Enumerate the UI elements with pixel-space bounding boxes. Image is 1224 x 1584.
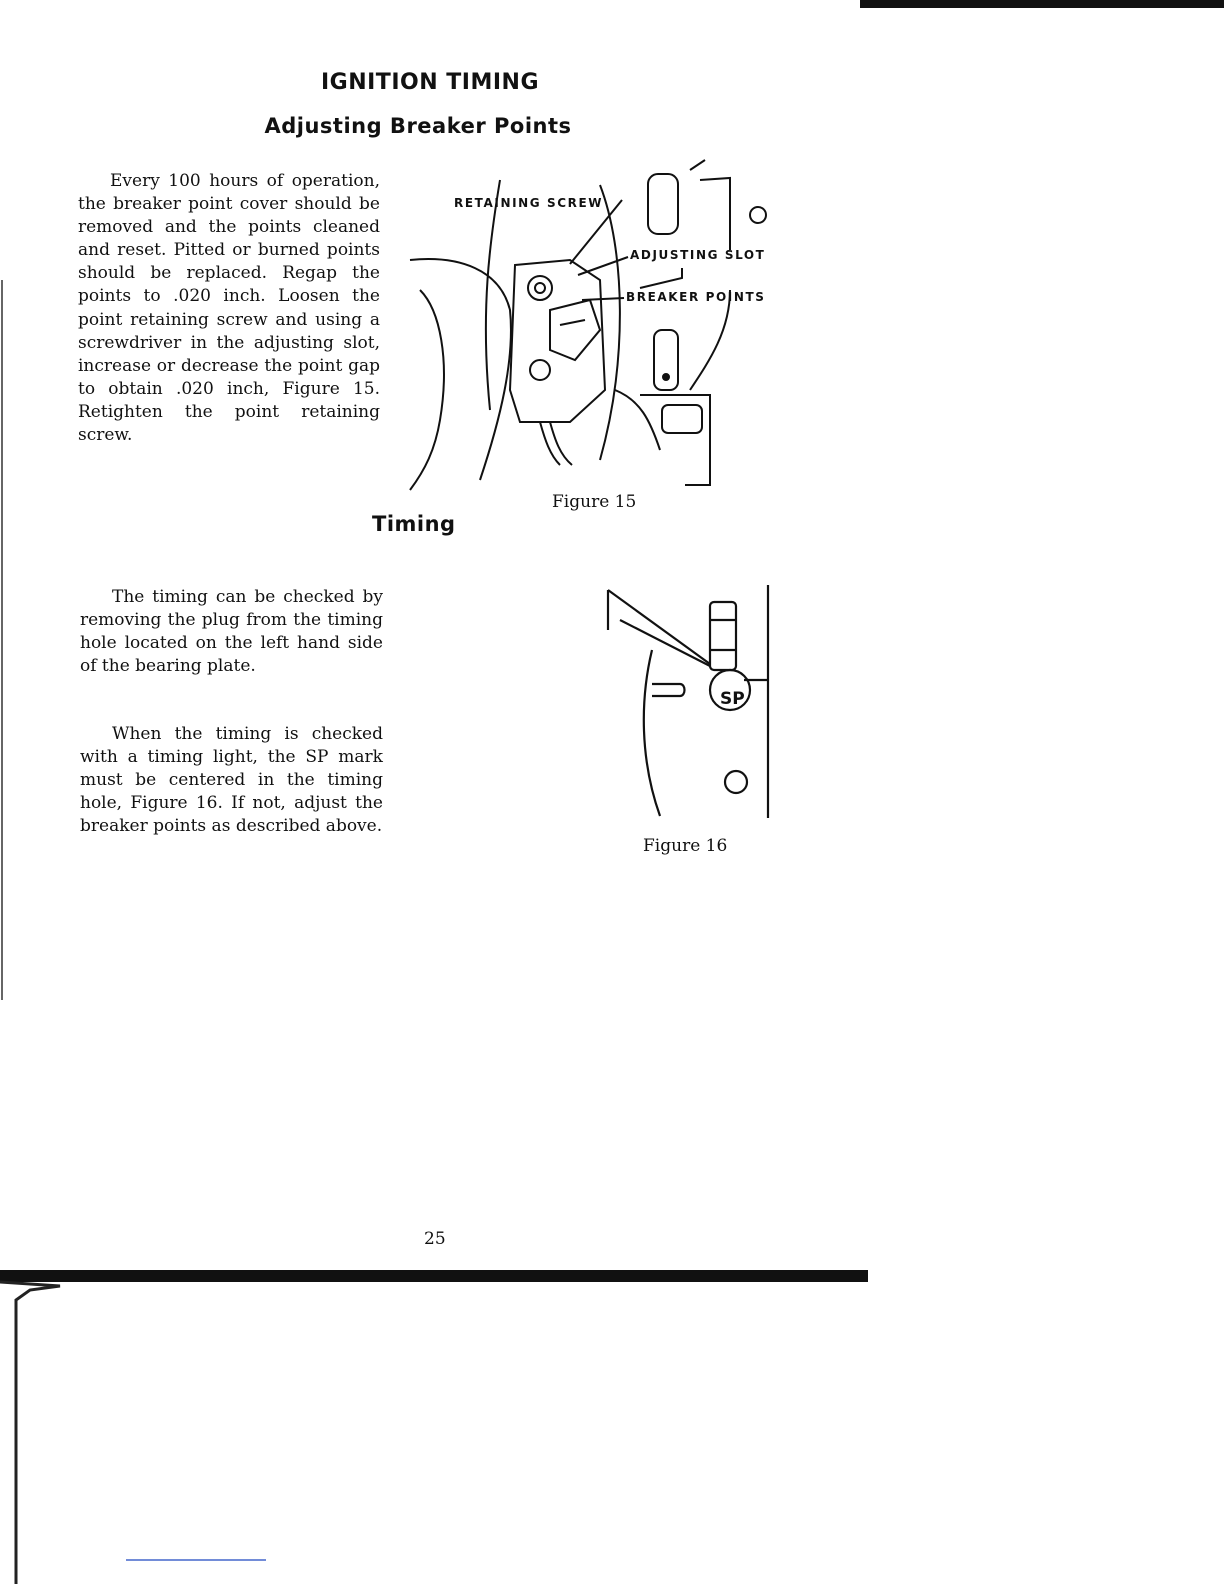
label-retaining-screw: RETAINING SCREW bbox=[454, 196, 604, 210]
figure-15-illustration bbox=[400, 160, 790, 490]
figure-16-illustration bbox=[600, 580, 780, 825]
timing-check-paragraph: The timing can be checked by removing the plug from the timing hole located on the left hand side of the bearing plate. bbox=[80, 587, 383, 677]
breaker-points-paragraph: Every 100 hours of operation, the breaker point cover should be removed and the points cleaned and reset. Pitted or burned points should be replaced. Regap the points to .020 inch. Loosen the point retaining screw and using a screwdriver in the adjusting slot, increase or decrease the point gap to obtain .020 inch, Figure 15. Retighten the point retaining screw. bbox=[78, 171, 380, 446]
timing-light-paragraph: When the timing is checked with a timing light, the SP mark must be centered in the timing hole, Figure 16. If not, adjust the breaker points as described above. bbox=[80, 724, 383, 837]
figure-15-caption: Figure 15 bbox=[552, 492, 637, 512]
figure-16-caption: Figure 16 bbox=[643, 836, 728, 856]
section-title-adjusting-breaker-points: Adjusting Breaker Points bbox=[264, 114, 572, 138]
page-heading: IGNITION TIMING bbox=[320, 70, 540, 95]
section-title-timing: Timing bbox=[372, 512, 456, 536]
label-adjusting-slot: ADJUSTING SLOT bbox=[630, 248, 766, 262]
page-number: 25 bbox=[424, 1229, 446, 1249]
sp-mark: SP bbox=[720, 689, 745, 709]
label-breaker-points: BREAKER POINTS bbox=[626, 290, 766, 304]
